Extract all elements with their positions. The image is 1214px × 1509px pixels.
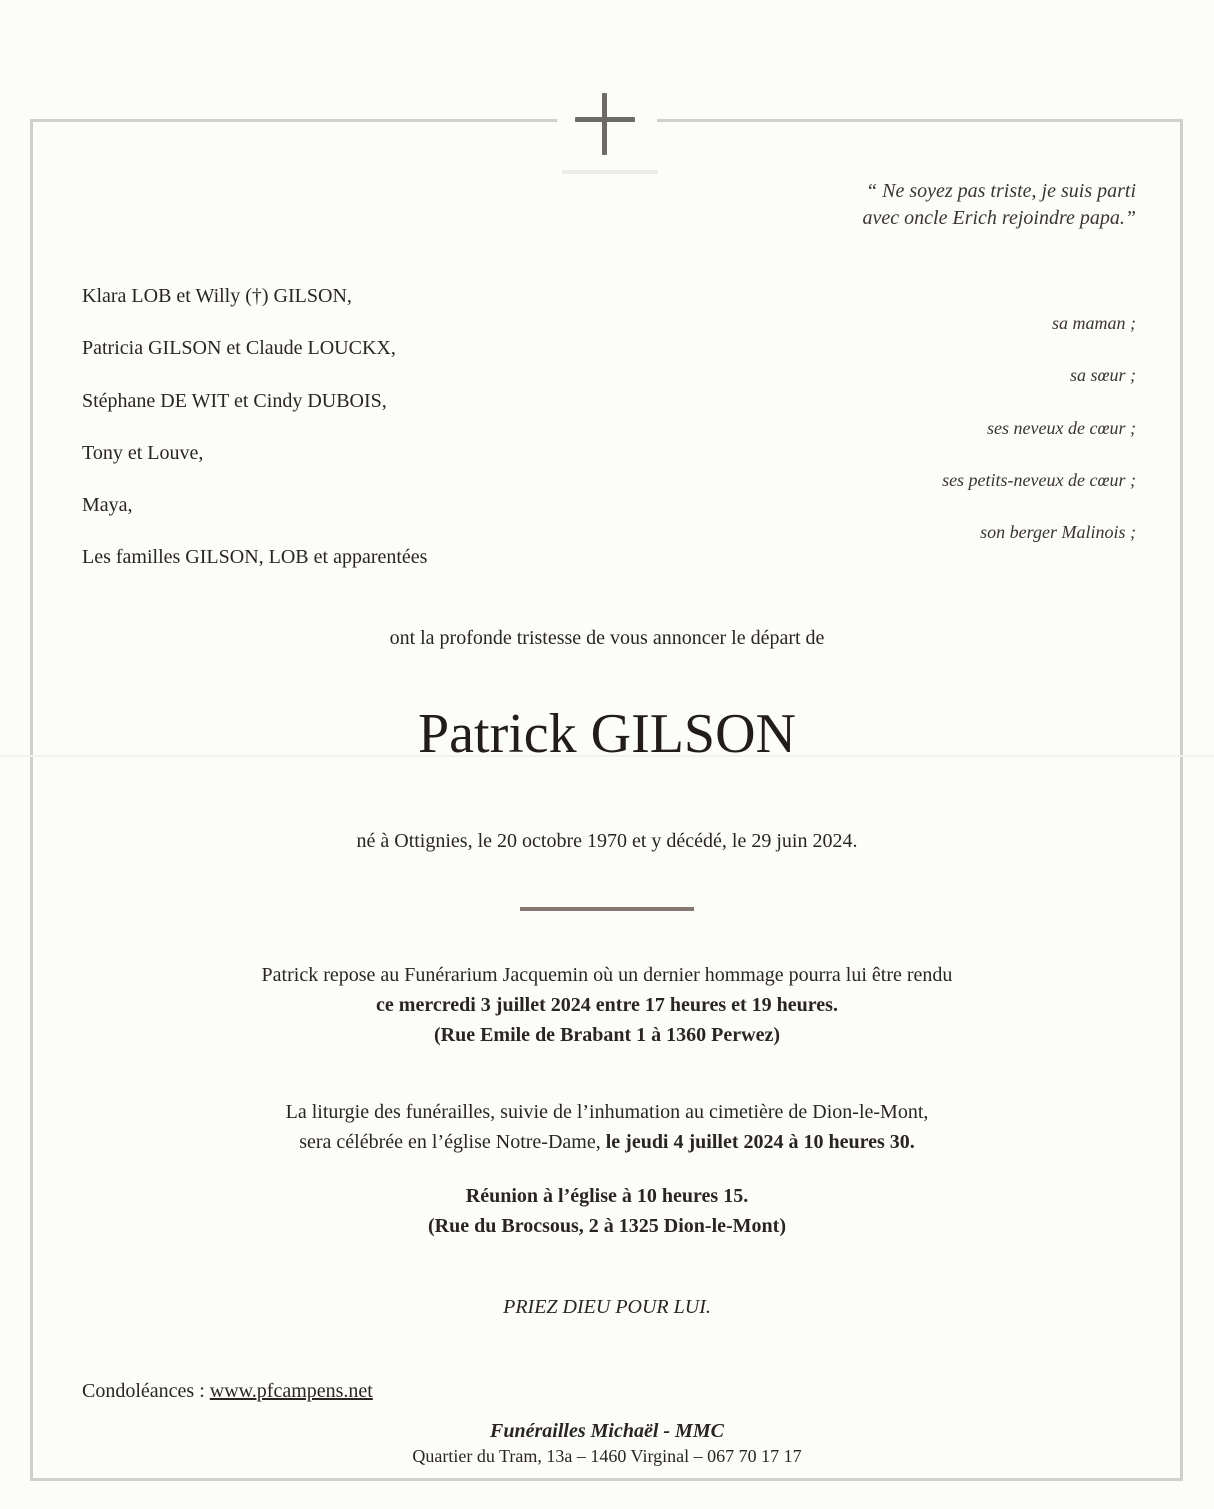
section-divider <box>520 907 694 911</box>
family-name: Klara LOB et Willy (†) GILSON, <box>82 285 352 307</box>
cross-icon <box>575 93 635 155</box>
funeral-home-name: Funérailles Michaël - MMC <box>490 1420 724 1442</box>
cross-shadow <box>562 170 658 174</box>
prayer-text: PRIEZ DIEU POUR LUI. <box>503 1296 711 1318</box>
meeting-line-1: Réunion à l’église à 10 heures 15. <box>465 1185 749 1207</box>
quote-line-2: avec oncle Erich rejoindre papa.” <box>862 207 1136 229</box>
liturgy-place: sera célébrée en l’église Notre-Dame, <box>299 1131 606 1153</box>
meeting-address: (Rue du Brocsous, 2 à 1325 Dion-le-Mont) <box>428 1215 786 1237</box>
viewing-address: (Rue Emile de Brabant 1 à 1360 Perwez) <box>433 1024 781 1046</box>
family-relation: son berger Malinois ; <box>980 522 1136 543</box>
liturgy-line-2 <box>0 1127 1214 1157</box>
funeral-home-address: Quartier du Tram, 13a – 1460 Virginal – 067 70 17 17 <box>412 1446 802 1466</box>
family-relation: sa sœur ; <box>1069 365 1136 386</box>
birth-death-dates: né à Ottignies, le 20 octobre 1970 et y décédé, le 29 juin 2024. <box>356 830 858 852</box>
viewing-info <box>0 960 1214 1050</box>
epitaph-quote <box>863 178 1136 232</box>
family-relations <box>942 310 1136 571</box>
announcement-text: ont la profonde tristesse de vous annoncer le départ de <box>389 627 825 649</box>
liturgy-time: le jeudi 4 juillet 2024 à 10 heures 30. <box>605 1131 915 1153</box>
family-name: Maya, <box>82 494 133 517</box>
family-name: Tony et Louve, <box>82 441 204 464</box>
family-names <box>82 283 427 597</box>
family-relation: ses petits-neveux de cœur ; <box>942 469 1136 490</box>
quote-line-1: “ Ne soyez pas triste, je suis parti <box>865 180 1136 202</box>
family-name: Les familles GILSON, LOB et apparentées <box>82 546 428 569</box>
viewing-line-2: ce mercredi 3 juillet 2024 entre 17 heures et 19 heures. <box>376 994 838 1016</box>
condolences-link[interactable]: www.pfcampens.net <box>209 1380 373 1402</box>
condolences-label: Condoléances : <box>82 1380 210 1402</box>
viewing-line-1: Patrick repose au Funérarium Jacquemin où un dernier hommage pourra lui être rendu <box>261 964 953 986</box>
liturgy-line-1: La liturgie des funérailles, suivie de l’inhumation au cimetière de Dion-le-Mont, <box>285 1101 929 1123</box>
condolences <box>82 1380 373 1403</box>
deceased-name: Patrick GILSON <box>418 703 796 765</box>
family-name: Patricia GILSON et Claude LOUCKX, <box>82 337 396 360</box>
family-name: Stéphane DE WIT et Cindy DUBOIS, <box>82 389 387 412</box>
liturgy-info <box>0 1097 1214 1157</box>
family-relation: sa maman ; <box>1052 313 1136 333</box>
family-relation: ses neveux de cœur ; <box>987 417 1136 438</box>
meeting-info <box>0 1181 1214 1241</box>
